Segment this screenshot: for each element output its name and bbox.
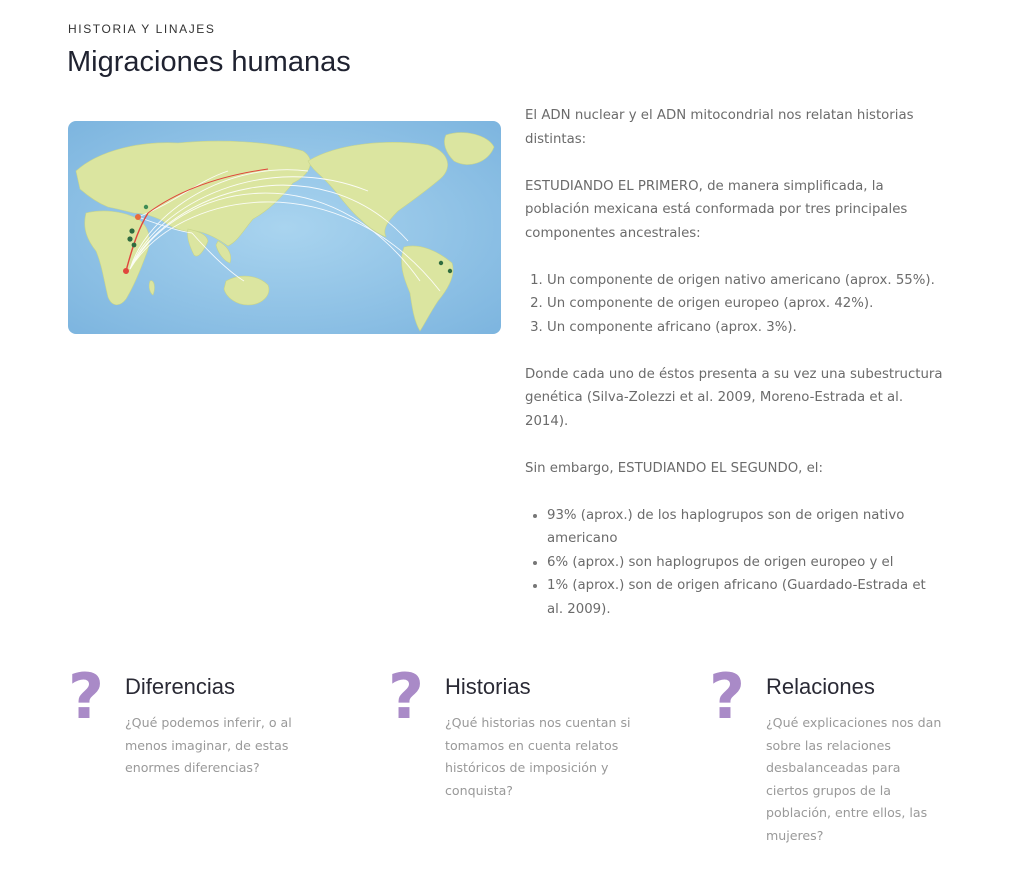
substructure-paragraph: Donde cada uno de éstos presenta a su vez una subestructura genética (Silva-Zolezzi et al. 2009, Moreno-Estrada et al. 2014). xyxy=(525,366,943,429)
question-mark-icon: ? xyxy=(68,660,104,733)
list-item: 3. Un componente africano (aprox. 3%). xyxy=(547,316,945,340)
article-body xyxy=(525,104,945,621)
feature-relaciones xyxy=(709,660,999,844)
list-item: 2. Un componente de origen europeo (aprox. 42%). xyxy=(547,292,945,316)
feature-diferencias xyxy=(68,660,358,844)
nuclear-components-list xyxy=(525,269,945,340)
list-item: • 1% (aprox.) son de origen africano (Guardado-Estrada et al. 2009). xyxy=(547,574,945,621)
feature-description: ¿Qué podemos inferir, o al menos imaginar, de estas enormes diferencias? xyxy=(125,715,292,775)
feature-description: ¿Qué explicaciones nos dan sobre las relaciones desbalanceadas para ciertos grupos de la población, entre ellos, las mujeres? xyxy=(766,715,942,843)
feature-description: ¿Qué historias nos cuentan si tomamos en cuenta relatos históricos de imposición y conquista? xyxy=(445,715,631,798)
feature-title: Diferencias xyxy=(125,674,236,699)
article-intro: El ADN nuclear y el ADN mitocondrial nos relatan historias distintas: xyxy=(525,108,914,147)
nuclear-dna-intro: ESTUDIANDO EL PRIMERO, de manera simplificada, la población mexicana está conformada por tres principales componentes ancestrales: xyxy=(525,178,908,241)
mitochondrial-dna-intro: Sin embargo, ESTUDIANDO EL SEGUNDO, el: xyxy=(525,460,823,476)
list-item: • 6% (aprox.) son haplogrupos de origen europeo y el xyxy=(547,551,945,575)
section-eyebrow: HISTORIA Y LINAJES xyxy=(68,22,216,36)
question-mark-icon: ? xyxy=(388,660,424,733)
migration-map-image xyxy=(68,121,501,334)
feature-title: Historias xyxy=(445,674,531,699)
feature-historias xyxy=(388,660,678,844)
page-title: Migraciones humanas xyxy=(67,46,351,78)
list-item: • 93% (aprox.) de los haplogrupos son de origen nativo americano xyxy=(547,504,945,551)
question-mark-icon: ? xyxy=(709,660,745,733)
haplogroups-list xyxy=(525,504,945,622)
list-item: 1. Un componente de origen nativo americano (aprox. 55%). xyxy=(547,269,945,293)
feature-title: Relaciones xyxy=(766,674,875,699)
